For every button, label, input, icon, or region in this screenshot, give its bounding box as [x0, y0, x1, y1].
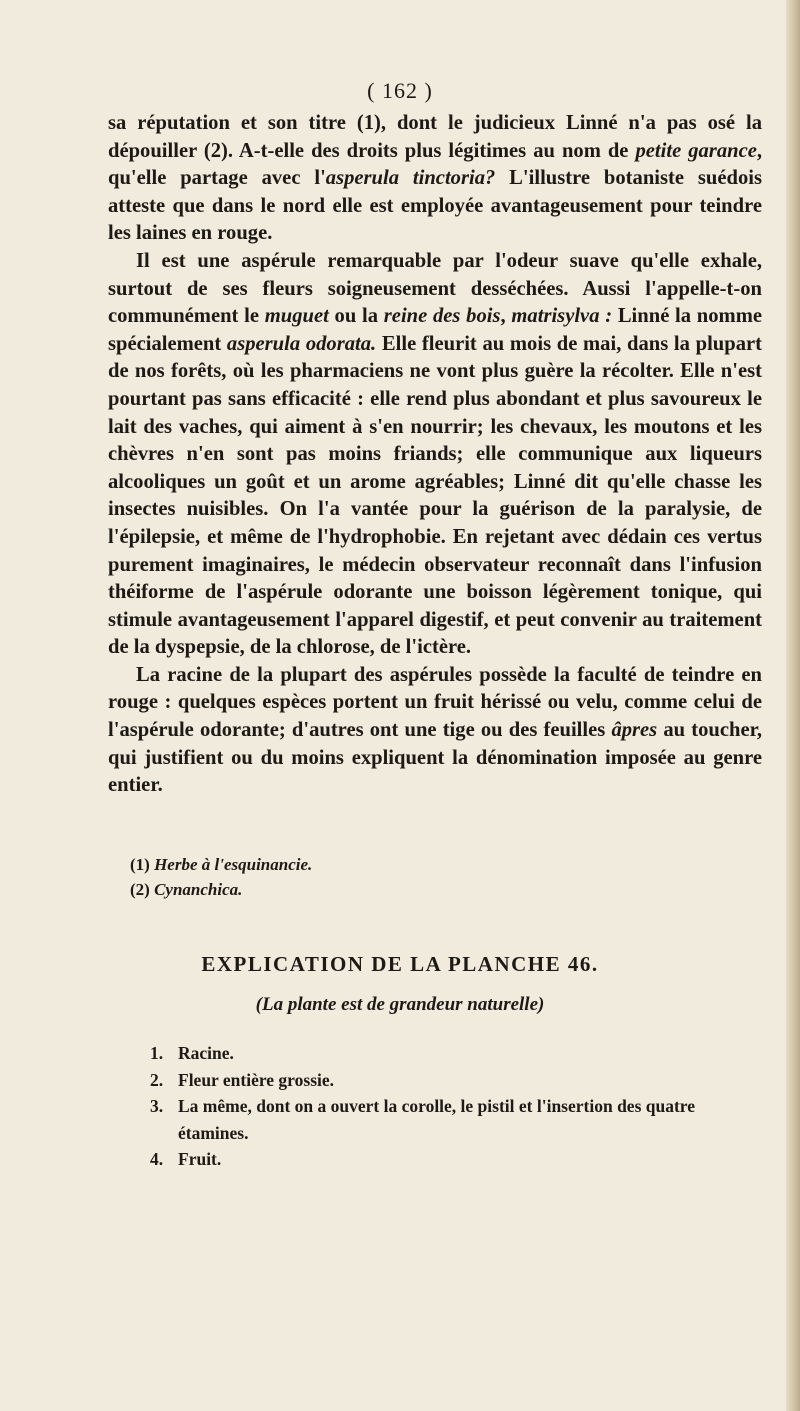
footnote-number: (2): [130, 880, 150, 899]
legend-number: 4.: [150, 1149, 164, 1169]
legend-text: Racine.: [178, 1043, 234, 1063]
plate-subtitle: (La plante est de grandeur naturelle): [255, 994, 545, 1015]
p3-text-a: La racine de la plupart des aspérules possède la faculté de teindre en rouge : quelques espèces portent un fruit hérissé ou velu, comme celui de l'aspérule odorante; d'autres ont une tige ou des feuilles: [108, 663, 762, 742]
p1-text-e: L'illustre botaniste suédois atteste que dans le nord elle est employée avantageusement pour teindre les laines en rouge.: [108, 167, 762, 245]
paragraph-2: [108, 248, 762, 662]
legend-number: 2.: [150, 1069, 164, 1090]
paragraph-1: [108, 110, 762, 248]
legend-item: [150, 1067, 762, 1094]
p2-text-a: Il est une aspérule remarquable par l'odeur suave qu'elle exhale, surtout de ses fleurs soigneusement desséchées. Aussi l'appelle-t-on communément le: [108, 249, 762, 328]
p1-italic-d: asperula tinctoria?: [325, 167, 496, 190]
footnotes: [130, 852, 730, 902]
p3-text-c: au toucher, qui justifient ou du moins expliquent la dénomination imposée au genre entier.: [108, 719, 762, 797]
p1-text-c: , qu'elle partage avec l': [108, 139, 763, 190]
p2-text-g: Linné la nomme spécialement: [108, 305, 763, 355]
p2-italic-b: muguet: [264, 305, 329, 328]
p2-text-c: ou la: [328, 305, 384, 328]
legend-item: [150, 1146, 762, 1173]
legend-text: Fruit.: [178, 1149, 222, 1169]
legend-item: [150, 1040, 762, 1067]
p2-italic-d: reine des bois: [383, 305, 501, 328]
legend-item: [150, 1093, 762, 1146]
paragraph-3: [108, 662, 762, 800]
p2-italic-h: asperula odorata.: [226, 332, 377, 355]
footnote: [130, 877, 730, 902]
legend-text: La même, dont on a ouvert la corolle, le pistil et l'insertion des quatre étamines.: [178, 1096, 696, 1143]
footnote-text: Cynanchica.: [154, 880, 243, 899]
legend-number: 3.: [150, 1096, 164, 1116]
footnote: [130, 852, 730, 877]
main-text: [108, 110, 762, 800]
page-number: ( 162 ): [367, 78, 433, 103]
p1-text-a: sa réputation et son titre (1), dont le judicieux Linné n'a pas osé la dépouiller (2). A-t-elle des droits plus légitimes au nom de: [108, 112, 762, 162]
p2-italic-f: matrisylva :: [511, 305, 613, 328]
p3-italic-b: âpres: [611, 719, 658, 742]
legend-number: 1.: [150, 1043, 164, 1063]
plate-legend: [150, 1040, 762, 1173]
legend-text: Fleur entière grossie.: [178, 1069, 335, 1090]
p2-text-i: Elle fleurit au mois de mai, dans la plupart de nos forêts, où les pharmaciens ne vont plus guère la récolter. Elle n'est pourtant pas sans efficacité : elle rend plus abondant et plus savoureux le lait des vaches, qui aiment à s'en nourrir; les chevaux, les moutons et les chèvres n'en sont pas moins friands; elle communique aux liqueurs alcooliques un goût et un arome agréables; Linné dit qu'elle chasse les insectes nuisibles. On l'a vantée pour la guérison de la paralysie, de l'épilepsie, et même de l'hydrophobie. En rejetant avec dédain ces vertus purement imaginaires, le médecin observateur reconnaît dans l'infusion théiforme de l'aspérule odorante une boisson légèrement tonique, qui stimule avantageusement l'apparel digestif, et peut convenir au traitement de la dyspepsie, de la chlorose, de l'ictère.: [108, 332, 763, 659]
page-edge: [786, 0, 800, 1411]
p2-text-e: ,: [500, 305, 512, 328]
footnote-number: (1): [130, 855, 150, 874]
footnote-text: Herbe à l'esquinancie.: [154, 855, 313, 874]
plate-title: EXPLICATION DE LA PLANCHE 46.: [201, 952, 599, 976]
p1-italic-b: petite garance: [635, 139, 757, 162]
